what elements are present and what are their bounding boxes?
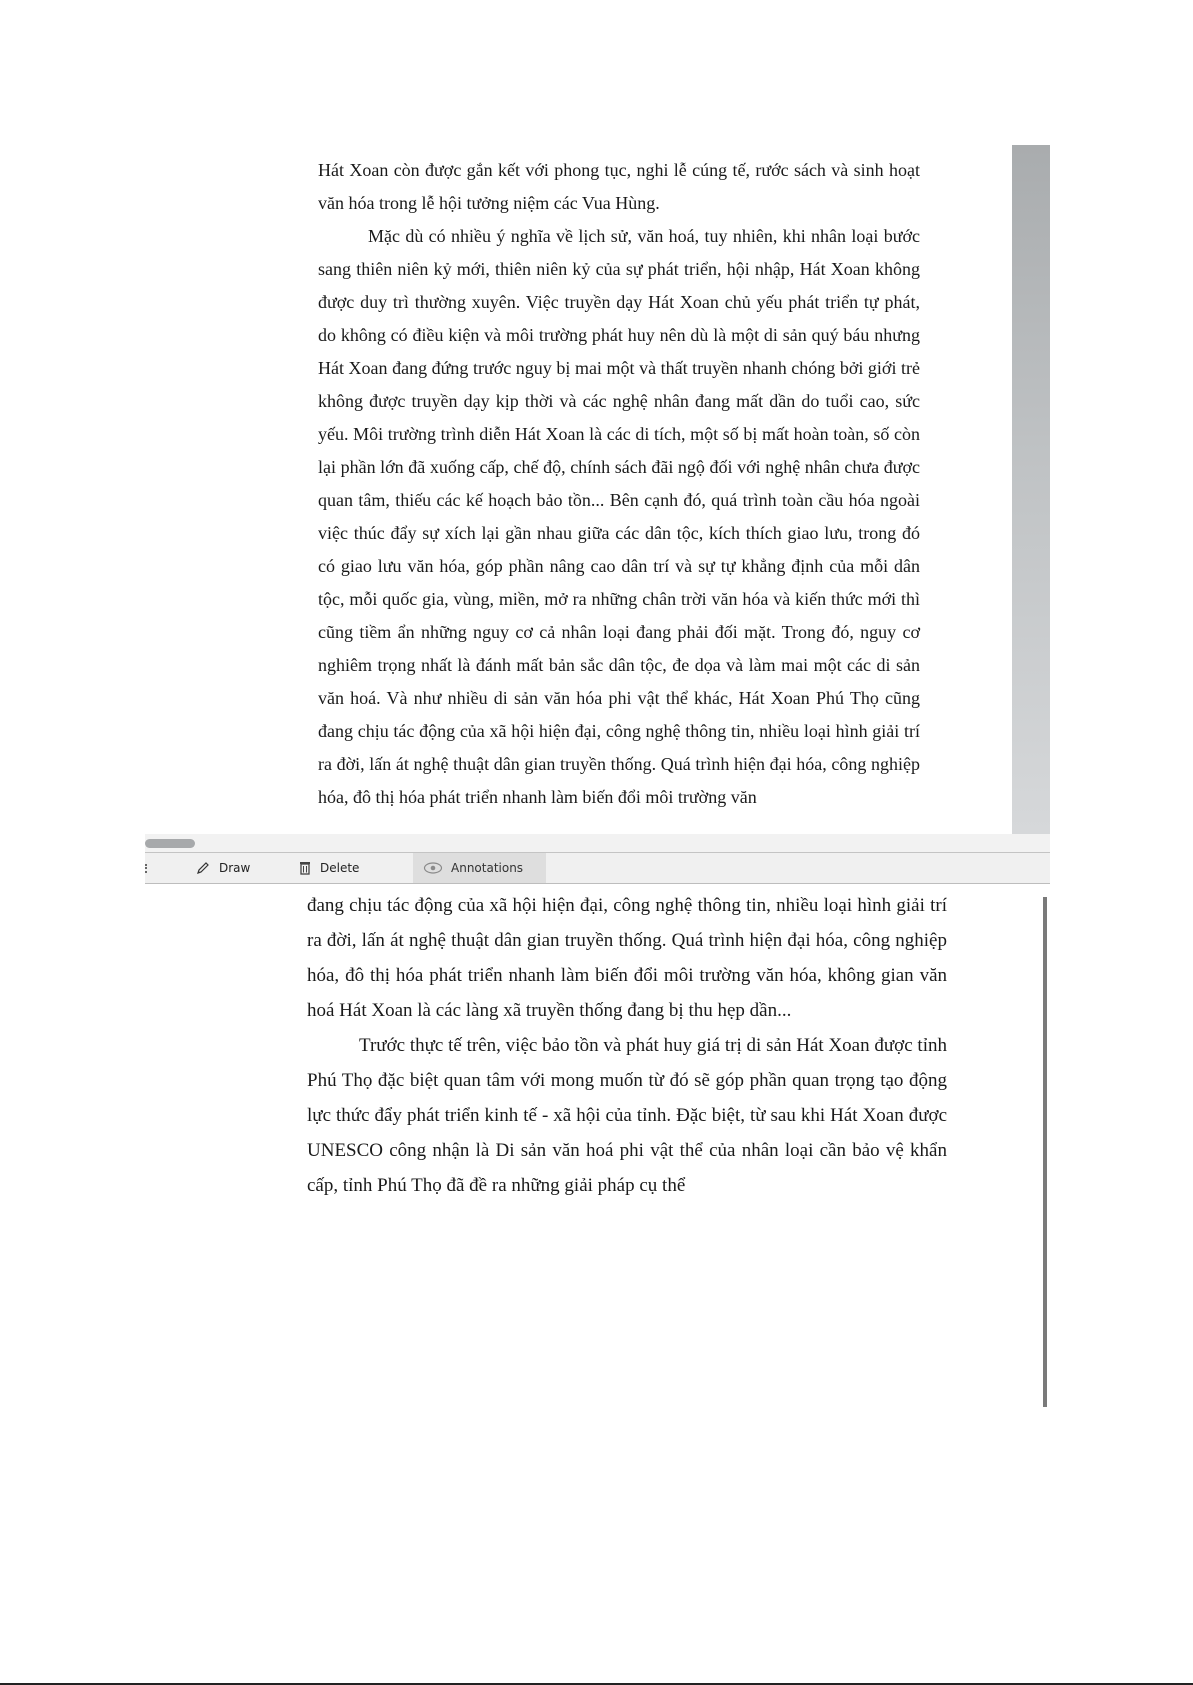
paragraph: Mặc dù có nhiều ý nghĩa về lịch sử, văn hoá, tuy nhiên, khi nhân loại bước sang thiên niên kỷ mới, thiên niên kỷ của sự phát triển, hội nhập, Hát Xoan không được duy trì thường xuyên. Việc truyền dạy Hát Xoan chủ yếu phát triển tự phát, do không có điều kiện và môi trường phát huy nên dù là một di sản quý báu nhưng Hát Xoan đang đứng trước nguy bị mai một và thất truyền nhanh chóng bởi giới trẻ không được truyền dạy kịp thời và các nghệ nhân đang mất dần do tuổi cao, sức yếu. Môi trường trình diễn Hát Xoan là các di tích, một số bị mất hoàn toàn, số còn lại phần lớn đã xuống cấp, chế độ, chính sách đãi ngộ đối với nghệ nhân chưa được quan tâm, thiếu các kế hoạch bảo tồn... Bên cạnh đó, quá trình toàn cầu hóa ngoài việc thúc đẩy sự xích lại gần nhau giữa các dân tộc, kích thích giao lưu, trong đó có giao lưu văn hóa, góp phần nâng cao dân trí và sự tự khẳng định của mỗi dân tộc, mỗi quốc gia, vùng, miền, mở ra những chân trời văn hóa và kiến thức mới thì cũng tiềm ẩn những nguy cơ cả nhân loại đang phải đối mặt. Trong đó, nguy cơ nghiêm trọng nhất là đánh mất bản sắc dân tộc, đe dọa và làm mai một các di sản văn hoá. Và như nhiều di sản văn hóa phi vật thể khác, Hát Xoan Phú Thọ cũng đang chịu tác động của xã hội hiện đại, công nghệ thông tin, nhiều loại hình giải trí ra đời, lấn át nghệ thuật dân gian truyền thống. Quá trình hiện đại hóa, công nghiệp hóa, đô thị hóa phát triển nhanh làm biến đổi môi trường văn [318,226,920,807]
horizontal-scrollbar-thumb[interactable] [145,839,195,848]
paragraph: Trước thực tế trên, việc bảo tồn và phát huy giá trị di sản Hát Xoan được tỉnh Phú Thọ đặc biệt quan tâm với mong muốn từ đó sẽ góp phần quan trọng tạo động lực thức đẩy phát triển kinh tế - xã hội của tỉnh. Đặc biệt, từ sau khi Hát Xoan được UNESCO công nhận là Di sản văn hoá phi vật thể của nhân loại cần bảo vệ khẩn cấp, tỉnh Phú Thọ đã đề ra những giải pháp cụ thể [307,1035,947,1196]
document-viewport-top [0,0,1050,834]
delete-button[interactable] [288,853,369,883]
paragraph: đang chịu tác động của xã hội hiện đại, công nghệ thông tin, nhiều loại hình giải trí ra đời, lấn át nghệ thuật dân gian truyền thống. Quá trình hiện đại hóa, công nghiệp hóa, đô thị hóa phát triển nhanh làm biến đổi môi trường văn hóa, không gian văn hoá Hát Xoan là các làng xã truyền thống đang bị thu hẹp dần... [307,895,947,1021]
draw-button[interactable] [185,853,260,883]
vertical-scrollbar[interactable] [1012,145,1050,834]
annotation-toolbar [145,852,1050,884]
toolbar-grip-handle[interactable] [145,864,150,873]
horizontal-scrollbar-track[interactable] [145,834,1050,852]
annotations-label: Annotations [451,861,524,875]
paragraph: Hát Xoan còn được gắn kết với phong tục, nghi lễ cúng tế, rước sách và sinh hoạt văn hóa trong lễ hội tưởng niệm các Vua Hùng. [318,160,920,213]
draw-label: Draw [219,861,251,875]
document-text-top [318,154,920,814]
vertical-scrollbar-lower[interactable] [1043,897,1047,1407]
annotations-button[interactable] [413,853,546,883]
trash-icon [298,860,312,876]
pencil-icon [195,860,211,876]
document-text-lower [307,888,947,1203]
eye-icon [423,861,443,875]
delete-label: Delete [320,861,360,875]
